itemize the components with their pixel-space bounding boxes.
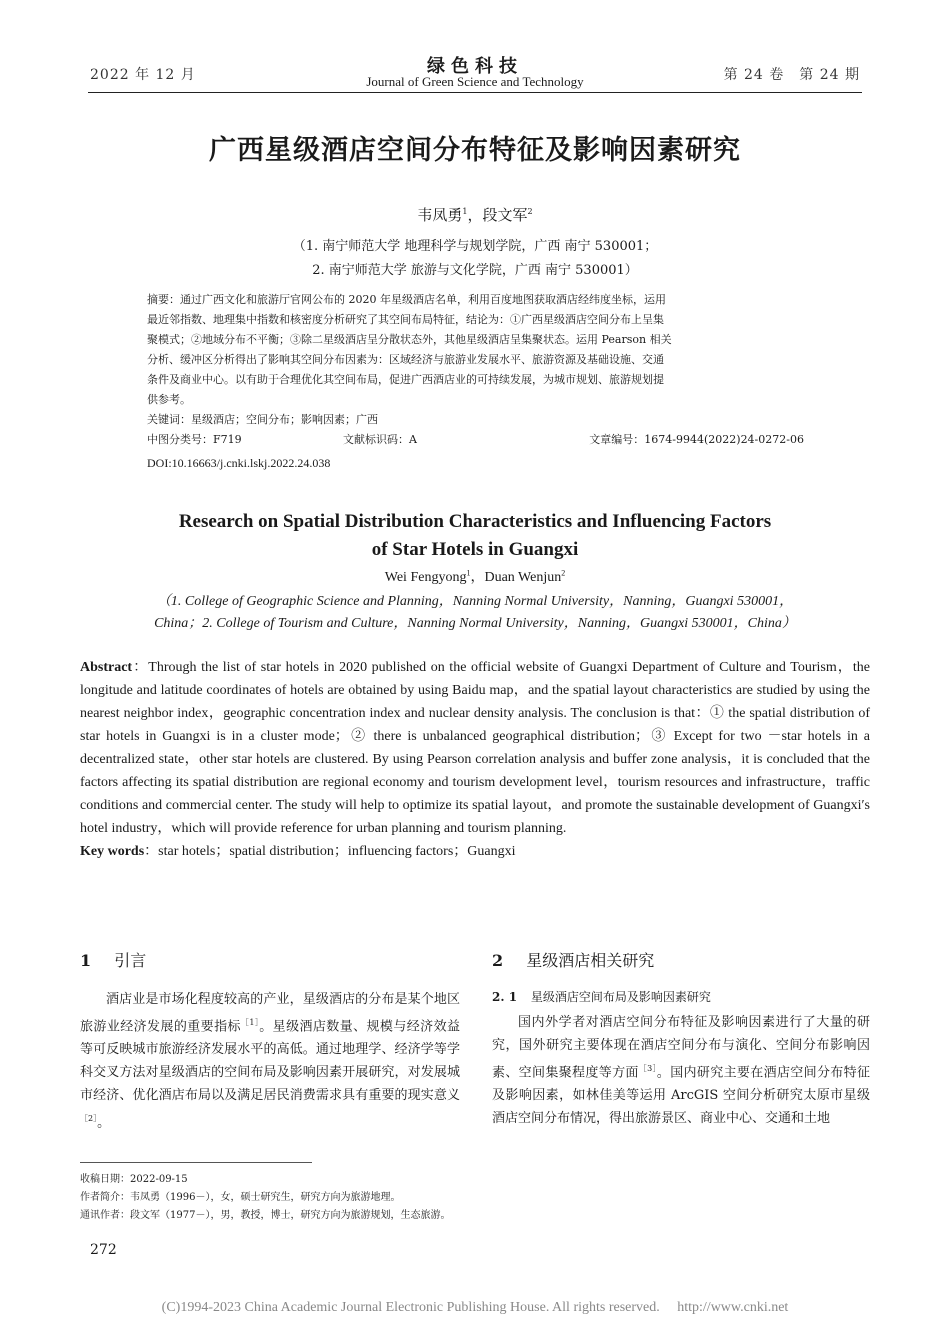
english-author-1-sup: 1 — [466, 568, 471, 578]
citation: ［1］ — [240, 1018, 260, 1027]
citation: ［3］ — [638, 1064, 657, 1073]
para-text: 。 — [97, 1115, 111, 1131]
received-date: 收稿日期：2022-09-15 — [80, 1174, 188, 1185]
english-abstract — [80, 656, 870, 840]
abstract-cn-line: 最近邻指数、地理集中指数和核密度分析研究了其空间布局特征，结论为：①广西星级酒店空间分布上呈集 — [147, 313, 664, 326]
header-rule — [88, 92, 862, 93]
journal-title-cn: 绿色科技 — [427, 56, 523, 77]
authors — [200, 204, 750, 225]
english-title-line2: of Star Hotels in Guangxi — [371, 539, 579, 560]
section-1-number: 1 — [80, 951, 92, 970]
footnote-rule — [80, 1162, 312, 1163]
page-title: 广西星级酒店空间分布特征及影响因素研究 — [209, 135, 741, 166]
abstract-cn-line: 条件及商业中心。以有助于合理优化其空间布局，促进广西酒店业的可持续发展，为城市规划、旅游规划提 — [147, 373, 664, 386]
english-author-2: ，Duan Wenjun — [470, 570, 562, 585]
english-abstract-block — [80, 656, 870, 863]
abstract-cn-line: 供参考。 — [147, 393, 191, 406]
subsection-title: 星级酒店空间布局及影响因素研究 — [530, 990, 711, 1004]
author-1: 韦凤勇 — [417, 206, 463, 224]
keywords-label: Key words — [80, 844, 145, 859]
english-keywords — [80, 840, 870, 863]
affiliation-1: （1. 南宁师范大学 地理科学与规划学院，广西 南宁 530001； — [292, 239, 658, 254]
author-2-sup: 2 — [527, 207, 533, 216]
abstract-cn — [147, 290, 812, 473]
para-text: 。星级酒店数量、规模与经济效益等可反映城市旅游经济发展水平的高低。通过地理学、经济学等学科交叉方法对星级酒店的空间布局及影响因素开展研究，对发展城市经济、优化酒店布局以及满足居民消费需求具有重要的现实意义 — [80, 1019, 460, 1104]
citation: ［2］ — [80, 1114, 98, 1124]
affiliation-2: 2. 南宁师范大学 旅游与文化学院，广西 南宁 530001） — [312, 263, 638, 278]
author-bio: 作者简介：韦凤勇（1996－），女，硕士研究生，研究方向为旅游地理。 — [80, 1192, 401, 1203]
subsection-number: 2. 1 — [492, 990, 518, 1004]
abstract-cn-line: 分析、缓冲区分析得出了影响其空间分布因素为：区域经济与旅游业发展水平、旅游资源及基础设施、交通 — [147, 353, 664, 366]
subsection-2-1-heading — [492, 988, 711, 1005]
section-1-body — [80, 988, 460, 1135]
journal-title-en: Journal of Green Science and Technology — [366, 74, 584, 89]
english-author-1: Wei Fengyong — [384, 570, 467, 585]
corresponding-author: 通讯作者：段文军（1977－），男，教授，博士，研究方向为旅游规划，生态旅游。 — [80, 1210, 451, 1221]
keywords-text: ：star hotels；spatial distribution；influencing factors；Guangxi — [144, 844, 516, 859]
para-text: 国内外学者对酒店空间分布特征及影响因素进行了大量的研究，国外研究主要体现在酒店空间分布与演化、空间分布影响因素、空间集聚程度等方面 — [492, 1015, 870, 1081]
header-date: 2022 年 12 月 — [90, 67, 196, 83]
section-2-title: 星级酒店相关研究 — [526, 951, 655, 970]
clc-number: 中图分类号：F719 — [147, 433, 242, 446]
section-2-paragraph — [492, 1011, 870, 1130]
copyright-notice: (C)1994-2023 China Academic Journal Electronic Publishing House. All rights reserved. http://www.cnki.net — [161, 1300, 789, 1315]
section-1-title: 引言 — [114, 951, 147, 970]
article-number: 文章编号：1674-9944(2022)24-0272-06 — [589, 433, 804, 446]
english-title-line1: Research on Spatial Distribution Characteristics and Influencing Factors — [178, 511, 772, 532]
section-2-body — [492, 1011, 870, 1130]
page-number: 272 — [90, 1242, 117, 1258]
english-authors — [200, 566, 750, 586]
abstract-text: ：Through the list of star hotels in 2020 published on the official website of Guangxi Department of Culture and Tourism，the longitude and latitude coordinates of hotels are obtained by using Baidu map，and the spatial layout characteristics are studied by using the nearest neighbor index，geographic concentration index and nuclear density analysis. The conclusion is that：① the spatial distribution of star hotels in Guangxi is in a cluster mode；② there is unbalanced geographical distribution；③ Except for two －star hotels in a decentralized state，other star hotels are clustered. By using Pearson correlation analysis and buffer zone analysis，it is concluded that the factors affecting its spatial distribution are regional economy and tourism development level，tourism resources and infrastructure，traffic conditions and commercial center. The study will help to optimize its spatial layout，and promote the sustainable development of Guangxi′s hotel industry，which will provide reference for urban planning and tourism planning. — [80, 660, 870, 836]
header-volume: 第 24 卷 第 24 期 — [723, 67, 860, 83]
doi: DOI:10.16663/j.cnki.lskj.2022.24.038 — [147, 456, 331, 470]
para-text: 。国内研究主要在酒店空间分布特征及影响因素，如林佳美等运用 ArcGIS 空间分析研究太原市星级酒店空间分布情况，得出旅游景区、商业中心、交通和土地 — [492, 1065, 870, 1127]
section-2-heading — [492, 948, 654, 971]
english-author-2-sup: 2 — [561, 568, 566, 578]
section-1-heading — [80, 948, 146, 971]
footnotes — [80, 1171, 680, 1225]
abstract-cn-line: 聚模式；②地域分布不平衡；③除二星级酒店呈分散状态外，其他星级酒店呈集聚状态。运用 Pearson 相关 — [147, 333, 672, 346]
author-2: ，段文军 — [467, 206, 528, 224]
para-text: 酒店业是市场化程度较高的产业，星级酒店的分布是某个地区旅游业经济发展的重要指标 — [80, 992, 460, 1035]
keywords-cn: 关键词：星级酒店；空间分布；影响因素；广西 — [147, 413, 378, 426]
abstract-cn-line: 摘要：通过广西文化和旅游厅官网公布的 2020 年星级酒店名单，利用百度地图获取酒店经纬度坐标，运用 — [147, 293, 666, 306]
english-affiliation-1: （1. College of Geographic Science and Planning，Nanning Normal University，Nanning，Guangxi 530001， — [156, 594, 794, 609]
author-1-sup: 1 — [462, 207, 468, 216]
english-affiliation-2: China；2. College of Tourism and Culture，Nanning Normal University，Nanning，Guangxi 530001，China） — [154, 616, 796, 631]
abstract-label: Abstract — [80, 660, 133, 675]
document-code: 文献标识码：A — [343, 433, 417, 446]
section-1-paragraph — [80, 988, 460, 1135]
section-2-number: 2 — [492, 951, 504, 970]
english-title — [60, 508, 890, 564]
